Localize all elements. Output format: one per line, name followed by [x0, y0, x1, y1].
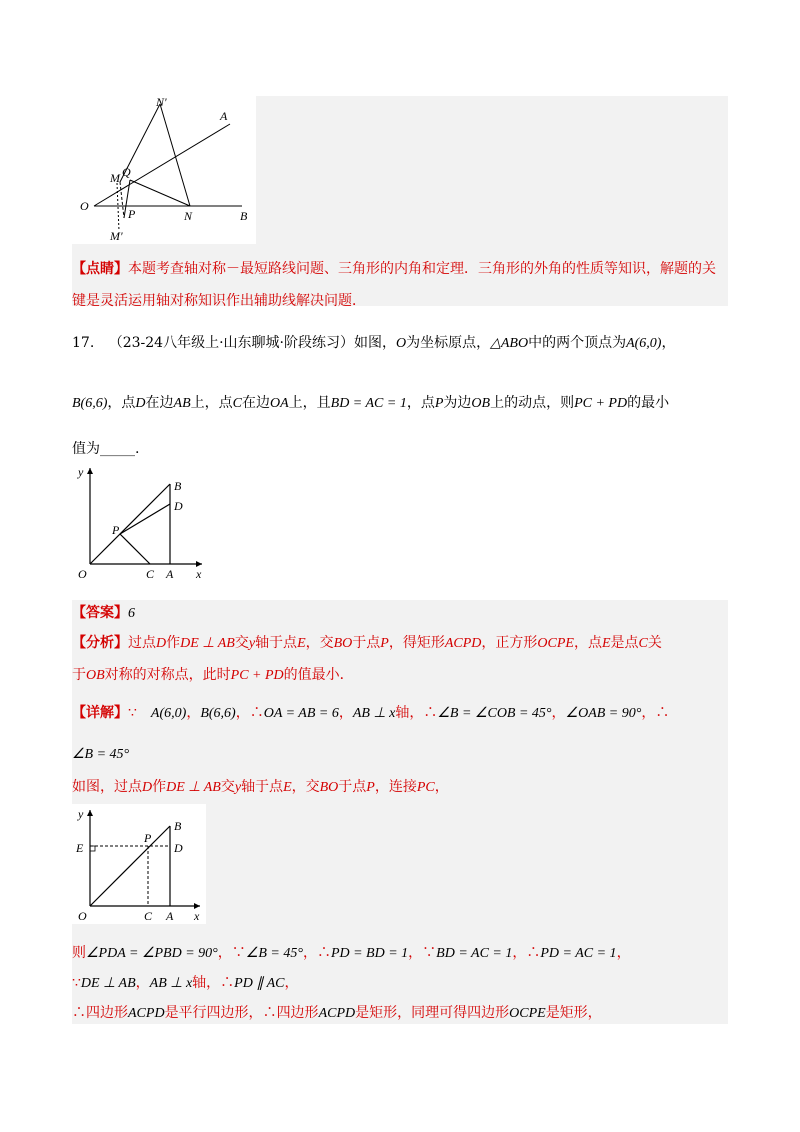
q-math: B(6,6)	[72, 396, 108, 411]
d-math: ∠B = ∠COB = 45°	[437, 706, 552, 721]
p-text: ，	[302, 945, 317, 961]
fig1-label-p: P	[128, 207, 136, 221]
q-text: ，	[661, 335, 676, 351]
p-math: E	[283, 780, 292, 795]
a-text: 轴于点	[255, 635, 298, 651]
p-text: ，	[434, 779, 449, 795]
answer-label: 【答案】	[72, 605, 128, 621]
fig2-label-d: D	[174, 499, 183, 513]
p-text: ，	[284, 975, 299, 991]
d-math: OA = AB = 6	[263, 706, 339, 721]
para3-line	[72, 942, 728, 962]
note-text-1: 本题考查轴对称－最短路线问题、三角形的内角和定理．三角形的外角的性质等知识，解题的关	[128, 261, 716, 277]
p-text: ，	[135, 975, 150, 991]
d-text: ∵	[128, 705, 137, 721]
a-text: ，交	[305, 635, 334, 651]
d-text: ∴	[423, 705, 438, 721]
a-math: D	[156, 636, 167, 651]
fig2-label-y: y	[78, 465, 84, 479]
p-math: y	[234, 780, 242, 795]
q-text: 如图，	[353, 335, 396, 351]
a-text: ，点	[573, 635, 602, 651]
p-math: OCPE	[509, 1006, 546, 1021]
p-text: 作	[152, 779, 167, 795]
analysis-line-1	[72, 632, 728, 652]
p-text: 轴，	[192, 975, 221, 991]
q-math: O	[395, 336, 407, 351]
p-math: DE ⊥ AB	[166, 780, 221, 795]
q-text: 上的动点，则	[490, 395, 575, 411]
fig2-label-c: C	[146, 567, 155, 581]
p-math: PD = BD = 1	[330, 946, 409, 961]
d-math: ∠B = 45°	[72, 747, 130, 762]
a-text: ，得矩形	[388, 635, 445, 651]
q-math: C	[232, 396, 242, 411]
a-text: 作	[166, 635, 181, 651]
a-math: OCPE	[537, 636, 574, 651]
q-text: 为边	[443, 395, 472, 411]
para2-line	[72, 776, 728, 796]
question-17-line-3	[72, 438, 728, 458]
question-17-line-1	[72, 332, 728, 352]
fig1-label-b: B	[240, 209, 248, 223]
p-math: ACPD	[128, 1006, 165, 1021]
a-math: P	[380, 636, 389, 651]
answer-line	[72, 602, 728, 622]
d-math: ∠OAB = 90°	[565, 706, 642, 721]
p-math: P	[366, 780, 375, 795]
q-text: 的最小	[627, 395, 670, 411]
analysis-line-2	[72, 664, 728, 684]
fig2-label-o: O	[78, 567, 87, 581]
p-text: ，	[217, 945, 232, 961]
p-text: ∴	[526, 945, 541, 961]
d-text: ，	[551, 705, 566, 721]
q-text: 在边	[145, 395, 174, 411]
d-text: ，	[641, 705, 656, 721]
q-text: 上，点	[190, 395, 233, 411]
d-math: AB ⊥ x	[352, 706, 396, 721]
detail-line-2	[72, 746, 728, 763]
p-math: BO	[319, 780, 339, 795]
q-math: P	[434, 396, 444, 411]
fig3-label-o: O	[78, 909, 87, 923]
d-math: B(6,6)	[200, 706, 236, 721]
fig1-label-a: A	[220, 109, 228, 123]
a-text: 过点	[128, 635, 156, 651]
q-math: PC + PD	[574, 396, 628, 411]
fig2-label-x: x	[196, 567, 202, 581]
note-line-1	[72, 258, 728, 278]
q-math: △ABO	[490, 336, 529, 351]
note-text-2: 键是灵活运用轴对称知识作出辅助线解决问题．	[72, 293, 366, 309]
p-math: ∠PDA = ∠PBD = 90°	[86, 946, 218, 961]
para4-line	[72, 972, 728, 992]
p-text: ，	[512, 945, 527, 961]
fig1-label-n: N	[184, 209, 193, 223]
a-text: 是点	[610, 635, 639, 651]
figure-2-coordinate	[72, 462, 212, 586]
question-source: （23-24八年级上·山东聊城·阶段练习）	[108, 335, 354, 351]
q-text: 上，且	[288, 395, 331, 411]
p-text: ∵	[422, 945, 437, 961]
question-number: 17.	[72, 335, 95, 351]
figure-3-coordinate-rect	[72, 804, 206, 924]
a-math: C	[638, 636, 648, 651]
question-17-line-2	[72, 392, 728, 412]
p-math: PD ∥ AC	[234, 976, 285, 991]
p-text: 如图，过点	[72, 779, 142, 795]
p-text: ∴	[72, 1005, 86, 1021]
q-text: 为坐标原点，	[406, 335, 491, 351]
fig3-label-d: D	[174, 841, 183, 855]
a-math: OB	[86, 668, 105, 683]
p-text: 四边形	[276, 1005, 319, 1021]
fig2-label-b: B	[174, 479, 182, 493]
fig1-label-m: M	[110, 171, 120, 185]
p-text: ∴	[316, 945, 331, 961]
answer-value: 6	[128, 606, 135, 621]
q-text: 值为_____.	[72, 441, 140, 457]
a-math: E	[601, 636, 611, 651]
p-math: BD = AC = 1	[436, 946, 513, 961]
p-text: ∵	[72, 975, 81, 991]
a-text: ，正方形	[481, 635, 538, 651]
p-math: PD = AC = 1	[540, 946, 617, 961]
d-text: 轴，	[395, 705, 424, 721]
fig1-label-q: Q	[122, 165, 131, 179]
p-text: 四边形	[86, 1005, 128, 1021]
a-math: E	[297, 636, 306, 651]
detail-label: 【详解】	[72, 705, 128, 721]
p-text: ，	[408, 945, 423, 961]
p-math: ∠B = 45°	[245, 946, 303, 961]
fig3-label-b: B	[174, 819, 182, 833]
d-text: ，	[338, 705, 353, 721]
p-math: ACPD	[318, 1006, 356, 1021]
note-line-2	[72, 290, 728, 310]
d-text: ，	[235, 705, 250, 721]
p-text: 是矩形，	[545, 1005, 602, 1021]
fig3-label-e: E	[76, 841, 84, 855]
d-text: ，	[186, 705, 201, 721]
a-math: BO	[333, 636, 353, 651]
p-math: PC	[416, 780, 435, 795]
fig2-label-p: P	[112, 523, 120, 537]
d-text: ∴	[655, 705, 670, 721]
detail-line-1	[72, 702, 728, 722]
a-math: PC + PD	[230, 668, 284, 683]
a-math: DE ⊥ AB	[180, 636, 235, 651]
p-text: ，连接	[374, 779, 417, 795]
a-math: y	[248, 636, 256, 651]
fig1-label-m-prime: M'	[110, 229, 123, 243]
q-math: OA	[269, 396, 289, 411]
q-text: ，点	[107, 395, 136, 411]
p-math: D	[142, 780, 153, 795]
p-text: 轴于点	[241, 779, 284, 795]
fig3-label-p: P	[144, 831, 152, 845]
p-text: 是平行四边形，	[164, 1005, 263, 1021]
q-text: 在边	[241, 395, 270, 411]
p-math: DE ⊥ AB	[80, 976, 136, 991]
p-text: 于点	[338, 779, 367, 795]
a-text: 对称的对称点，此时	[104, 667, 231, 683]
q-math: BD = AC = 1	[330, 396, 407, 411]
p-math: AB ⊥ x	[149, 976, 193, 991]
fig1-label-o: O	[80, 199, 89, 213]
a-text: 关	[647, 635, 662, 651]
p-text: ∴	[262, 1005, 277, 1021]
p-text: ∵	[231, 945, 246, 961]
a-text: 的值最小．	[283, 667, 354, 683]
q-math: AB	[173, 396, 191, 411]
fig3-label-y: y	[78, 807, 84, 821]
a-math: ACPD	[444, 636, 482, 651]
fig3-label-a: A	[166, 909, 174, 923]
p-text: ，交	[291, 779, 320, 795]
p-text: 则	[72, 945, 86, 961]
d-math: A(6,0)	[150, 706, 187, 721]
a-text: 交	[234, 635, 249, 651]
analysis-label: 【分析】	[72, 635, 128, 651]
q-math: D	[135, 396, 146, 411]
fig3-label-c: C	[144, 909, 153, 923]
fig2-label-a: A	[166, 567, 174, 581]
fig1-label-n-prime: N'	[156, 96, 167, 109]
p-text: ∴	[220, 975, 235, 991]
note-label: 【点睛】	[72, 261, 128, 277]
a-text: 于	[72, 667, 86, 683]
q-text: ，点	[406, 395, 435, 411]
p-text: 是矩形，同理可得四边形	[355, 1005, 510, 1021]
q-math: OB	[471, 396, 491, 411]
fig3-label-x: x	[194, 909, 200, 923]
p-text: 交	[220, 779, 235, 795]
q-text: 中的两个顶点为	[528, 335, 627, 351]
p-text: ，	[616, 945, 631, 961]
para5-line	[72, 1002, 728, 1022]
a-text: 于点	[352, 635, 381, 651]
d-text: ∴	[249, 705, 264, 721]
q-math: A(6,0)	[626, 336, 662, 351]
figure-1-axial-symmetry	[72, 96, 256, 244]
